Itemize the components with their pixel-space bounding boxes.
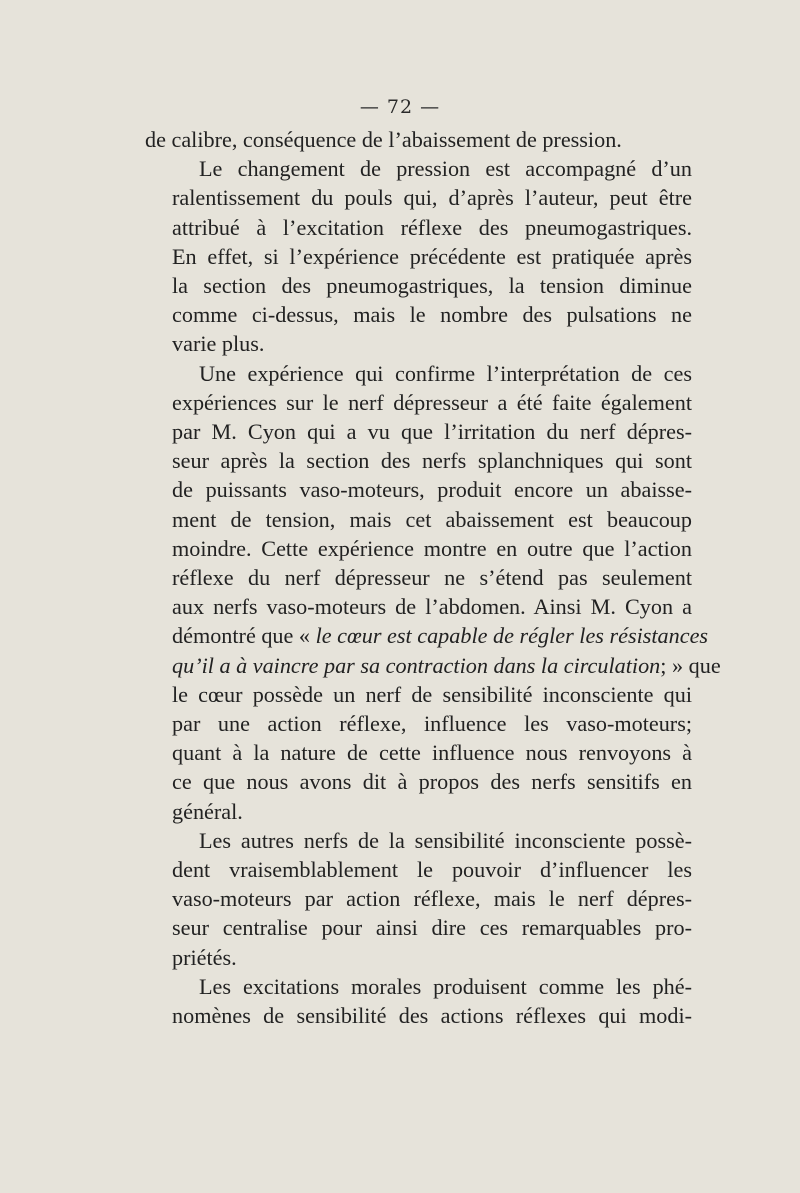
text-line: priétés. [172, 944, 237, 970]
text-line: attribué à l’excitation réflexe des pneumogastriques. [172, 214, 692, 240]
text-line: nomènes de sensibilité des actions réflexes qui modi- [172, 1003, 692, 1029]
text-line: la section des pneumogastriques, la tension diminue [172, 273, 692, 299]
text-line: quant à la nature de cette influence nous renvoyons à [172, 740, 692, 766]
page-number: — 72 — [359, 96, 441, 118]
paragraph-1 [145, 125, 692, 154]
paragraph-4 [145, 826, 692, 972]
text-line: par M. Cyon qui a vu que l’irritation du nerf dépres- [172, 419, 692, 445]
text-line: vaso-moteurs par action réflexe, mais le nerf dépres- [172, 886, 692, 912]
text-line: de calibre, conséquence de l’abaissement de pression. [145, 127, 622, 152]
quote-suffix: ; » que [660, 652, 721, 678]
text-line: ce que nous avons dit à propos des nerfs sensitifs en [172, 769, 692, 795]
paragraph-5 [145, 972, 692, 1030]
text-line: de puissants vaso-moteurs, produit encore un abaisse- [172, 477, 692, 503]
text-line: moindre. Cette expérience montre en outre que l’action [172, 535, 692, 561]
text-line: Le changement de pression est accompagné d’un [199, 156, 692, 182]
text-line: le cœur possède un nerf de sensibilité inconsciente qui [172, 681, 692, 707]
quote-line-2 [145, 651, 721, 680]
text-line: ment de tension, mais cet abaissement est beaucoup [172, 506, 692, 532]
text-line: général. [172, 798, 243, 824]
text-line: aux nerfs vaso-moteurs de l’abdomen. Ainsi M. Cyon a [172, 594, 692, 620]
text-line: dent vraisemblablement le pouvoir d’influencer les [172, 857, 692, 883]
text-line: réflexe du nerf dépresseur ne s’étend pas seulement [172, 565, 692, 591]
text-line: expériences sur le nerf dépresseur a été faite également [172, 389, 692, 415]
paragraph-3 [145, 359, 721, 826]
text-line: seur centralise pour ainsi dire ces remarquables pro- [172, 915, 692, 941]
quote-prefix: démontré que « [172, 623, 316, 649]
text-line: Les excitations morales produisent comme les phé- [199, 973, 692, 999]
text-line: comme ci-dessus, mais le nombre des pulsations ne [172, 302, 692, 328]
quote-italic-2: qu’il a à vaincre par sa contraction dans la circulation [172, 652, 661, 678]
quote-line-1 [145, 621, 709, 650]
body-text [145, 125, 721, 1030]
text-line: En effet, si l’expérience précédente est pratiquée après [172, 243, 692, 269]
text-line: seur après la section des nerfs splanchniques qui sont [172, 448, 692, 474]
paragraph-2 [145, 154, 692, 358]
text-line: ralentissement du pouls qui, d’après l’auteur, peut être [172, 185, 692, 211]
quote-italic-1: le cœur est capable de régler les résistances [315, 623, 709, 649]
text-line: varie plus. [172, 331, 265, 357]
text-line: Une expérience qui confirme l’interprétation de ces [199, 360, 692, 386]
text-line: par une action réflexe, influence les vaso-moteurs; [172, 711, 692, 737]
text-line: Les autres nerfs de la sensibilité inconsciente possè- [199, 827, 692, 853]
